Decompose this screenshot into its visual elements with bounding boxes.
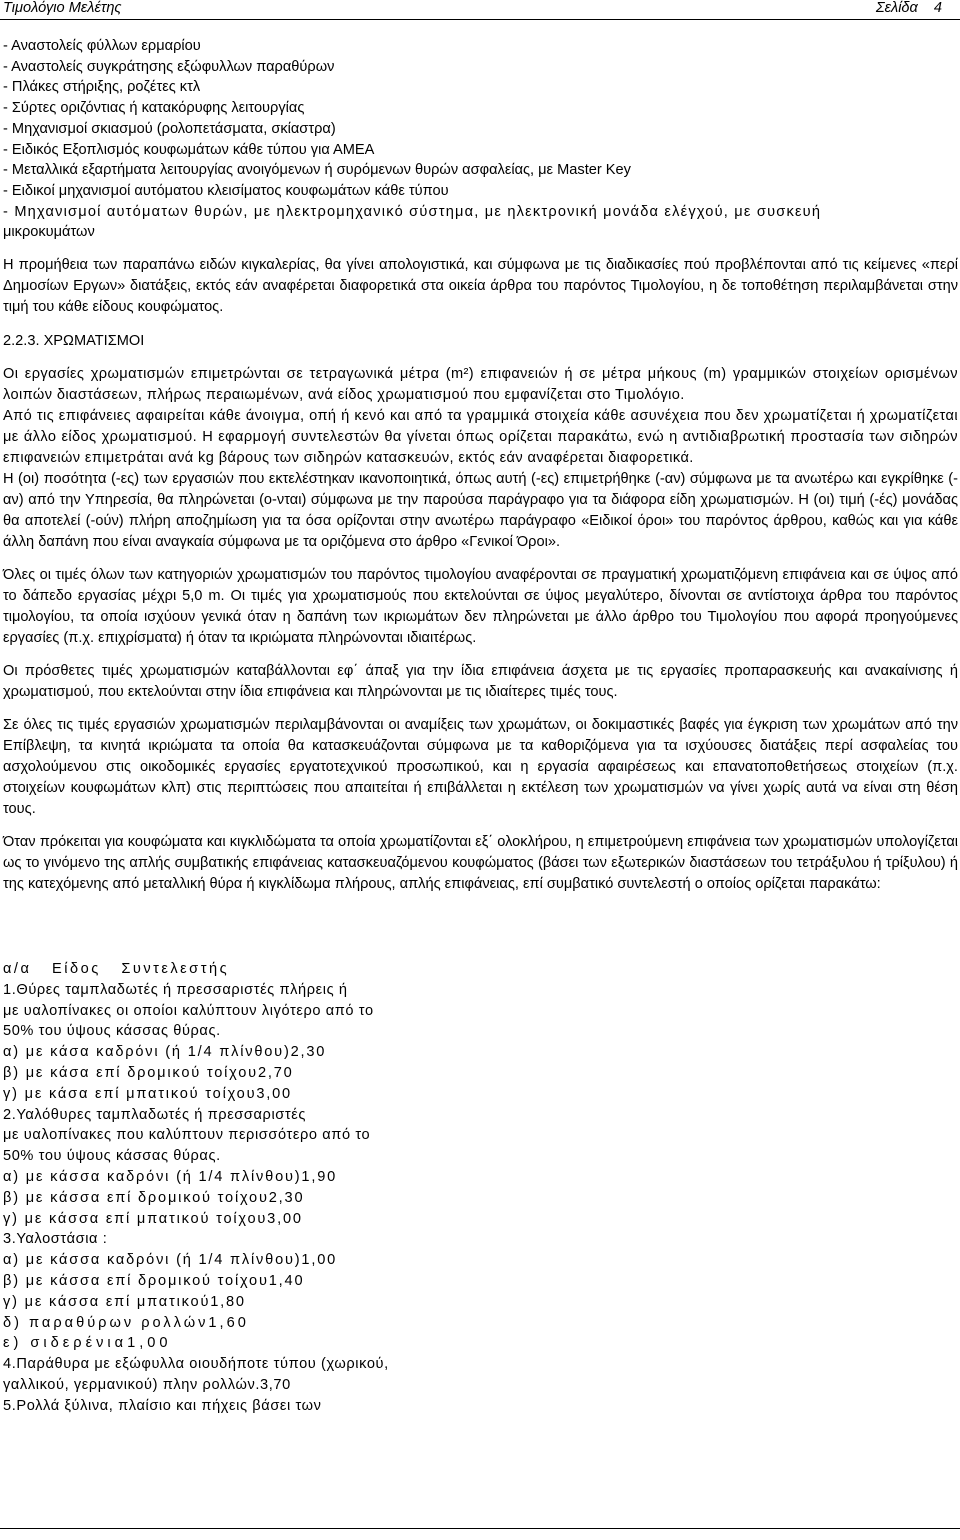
paragraph: Οι εργασίες χρωματισμών επιμετρώνται σε τετραγωνικά μέτρα (m²) επιφανειών ή σε μέτρα μήκους (m) γραμμικών στοιχείων ορισμένων λοιπών διαστάσεων, πλήρως περαιωμένων, ανά είδος χρωματισμού που εμφανίζεται στο Τιμολόγιο. <box>3 366 958 404</box>
page-number: 4 <box>933 0 942 16</box>
document-title: Τιμολόγιο Μελέτης <box>3 0 122 16</box>
paragraph: Σε όλες τις τιμές εργασιών χρωματισμών περιλαμβάνονται οι αναμίξεις των χρωμάτων, οι δοκιμαστικές βαφές για έγκριση των χρωμάτων από την Επίβλεψη, τα κινητά ικριώματα τα οποία θα κατασκευάζονται σύμφωνα με τα καθοριζόμενα για τα ισχύουσες διατάξεις περί ασφαλείας του ασχολούμενου στις οικοδομικές εργασίες εργατοτεχνικού προσωπικού, και η εργασία αφαιρέσεως και επανατοποθετήσεως στοιχείων (π.χ. στοιχείων κουφωμάτων κλπ) στις περιπτώσεις που απαιτείται ή επιβάλλεται η εκτέλεση των χρωματισμών να γίνει χωρίς αυτά να είναι στη θέση τους. <box>3 717 958 818</box>
table-row: 5.Ρολλά ξύλινα, πλαίσιο και πήχεις βάσει των <box>3 1397 322 1414</box>
paragraph: Οι πρόσθετες τιμές χρωματισμών καταβάλλονται εφ΄ άπαξ για την ίδια επιφάνεια άσχετα με τις εργασίες προπαρασκευής και ανακαίνισης ή χρωματισμού, που εκτελούνται στην ίδια επιφάνεια και πληρώνονται με τις ιδιαίτερες τιμές τους. <box>3 663 958 701</box>
paragraph-block <box>3 715 958 820</box>
table-row: β) με κάσσα επί δρομικού τοίχου1,40 <box>3 1272 305 1289</box>
list-item: - Ειδικοί μηχανισμοί αυτόματου κλεισίματος κουφωμάτων κάθε τύπου <box>3 182 449 199</box>
paragraph-block <box>3 364 958 553</box>
table-header <box>3 959 958 980</box>
table-row: γ) με κάσσα επί μπατικού τοίχου3,00 <box>3 1210 303 1227</box>
table-row: με υαλοπίνακες οι οποίοι καλύπτουν λιγότερο από το <box>3 1002 374 1019</box>
paragraph: Όταν πρόκειται για κουφώματα και κιγκλιδώματα τα οποία χρωματίζονται εξ΄ ολοκλήρου, η επιμετρούμενη επιφάνεια των χρωματισμών υπολογίζεται ως το γινόμενο της απλής συμβατικής επιφάνειας κατασκευαζόμενου κουφώματος (βάσει των εξωτερικών διαστάσεων του τετράξυλου ή τρίξυλου) ή της κατεχόμενης από μεταλλική θύρα ή κιγκλίδωμα πλήρους, απλής επιφάνειας, επί συμβατικό συντελεστή ο οποίος ορίζεται παρακάτω: <box>3 834 958 893</box>
table-row: 1.Θύρες ταμπλαδωτές ή πρεσσαριστές πλήρεις ή <box>3 981 348 998</box>
list-item: - Αναστολείς φύλλων ερμαρίου <box>3 38 201 54</box>
page-indicator <box>860 0 942 16</box>
table-row: 2.Υαλόθυρες ταμπλαδωτές ή πρεσσαριστές <box>3 1106 307 1123</box>
col-coefficient: Συντελεστής <box>121 961 230 978</box>
paragraph: Όλες οι τιμές όλων των κατηγοριών χρωματισμών του παρόντος τιμολογίου αναφέρονται σε πραγματική χρωματιζόμενη επιφάνεια και σε ύψος από το δάπεδο εργασίας μέχρι 5,0 m. Οι τιμές για χρωματισμούς που εκτελούνται σε ύψος μεγαλύτερο, δίνονται σε αντίστοιχα άρθρα του παρόντος τιμολογίου, τα οποία ισχύουν γενικά όταν η δαπάνη των ικριωμάτων δεν πληρώνεται με άλλο άρθρο του Τιμολογίου που αφορά προηγούμενες εργασίες (π.χ. επιχρίσματα) ή όταν τα ικριώματα πληρώνονται ιδιαιτέρως. <box>3 567 958 647</box>
table-row: α) με κάσσα καδρόνι (ή 1/4 πλίνθου)1,90 <box>3 1169 338 1185</box>
table-row: 3.Υαλοστάσια : <box>3 1231 108 1248</box>
table-row: ε) σιδερένια1,00 <box>3 1335 172 1352</box>
table-row: γ) με κάσσα επί μπατικού1,80 <box>3 1293 246 1310</box>
table-row: δ) παραθύρων ρολλών1,60 <box>3 1314 249 1331</box>
table-row: α) με κάσα καδρόνι (ή 1/4 πλίνθου)2,30 <box>3 1044 327 1061</box>
document-body <box>3 36 958 1417</box>
list-item: - Αναστολείς συγκράτησης εξώφυλλων παραθύρων <box>3 58 335 75</box>
list-item: - Μεταλλικά εξαρτήματα λειτουργίας ανοιγόμενων ή συρόμενων θυρών ασφαλείας, με Master Key <box>3 162 631 179</box>
table-row: α) με κάσσα καδρόνι (ή 1/4 πλίνθου)1,00 <box>3 1252 338 1269</box>
col-type: Είδος <box>52 961 101 978</box>
list-item: - Ειδικός Εξοπλισμός κουφωμάτων κάθε τύπου για ΑΜΕΑ <box>3 141 375 158</box>
bullet-list <box>3 36 958 243</box>
table-row: γ) με κάσα επί μπατικού τοίχου3,00 <box>3 1085 292 1102</box>
paragraph-block <box>3 565 958 649</box>
header-rule <box>0 19 960 20</box>
table-row: με υαλοπίνακες που καλύπτουν περισσότερο από το <box>3 1127 371 1144</box>
supply-paragraph: Η προμήθεια των παραπάνω ειδών κιγκαλερίας, θα γίνει απολογιστικά, και σύμφωνα με τις διαδικασίες πού προβλέπονται από τις κείμενες «περί Δημοσίων Εργων» διατάξεις, εκτός εάν αναφέρεται διαφορετικά στα οικεία άρθρα του παρόντος Τιμολογίου, η δε τοποθέτηση περιλαμβάνεται στην τιμή του κάθε είδους κουφώματος. <box>3 257 958 316</box>
table-row: 4.Παράθυρα με εξώφυλλα οιουδήποτε τύπου (χωρικού, <box>3 1356 389 1373</box>
page-header <box>0 0 960 20</box>
paragraph: Η (οι) ποσότητα (-ες) των εργασιών που εκτελέστηκαν ικανοποιητικά, όπως αυτή (-ες) επιμετρήθηκε (-αν) σύμφωνα με τα ανωτέρω και εγκρίθηκε (-αν) από την Υπηρεσία, θα πληρώνεται (ο-νται) σύμφωνα με την παρούσα παράγραφο για τα διάφορα είδη χρωματισμών. Η (οι) τιμή (-ές) μονάδας θα αποτελεί (-ούν) πλήρη αποζημίωση για τα όσα ορίζονται στην ανωτέρω παράγραφο «Ειδικοί όροι» του παρόντος άρθρου, καθώς και για κάθε άλλη δαπάνη που είναι αναγκαία σύμφωνα με τα οριζόμενα στο άρθρο «Γενικοί Όροι». <box>3 471 958 551</box>
col-number: α/α <box>3 961 32 978</box>
paragraph: Από τις επιφάνειες αφαιρείται κάθε άνοιγμα, οπή ή κενό και από τα γραμμικά στοιχεία κάθε ασυνέχεια που δεν χρωματίζεται ή χρωματίζεται με άλλο είδος χρωματισμού. Η εφαρμογή συντελεστών θα γίνεται όπως ορίζεται παρακάτω, ενώ η αντιδιαβρωτική προστασία των σιδηρών επιφανειών επιμετράται ανά kg βάρους των σιδηρών κατασκευών, εκτός εάν αναφέρεται διαφορετικά. <box>3 408 958 467</box>
list-item: - Μηχανισμοί σκιασμού (ρολοπετάσματα, σκίαστρα) <box>3 120 336 137</box>
table-row: β) με κάσα επί δρομικού τοίχου2,70 <box>3 1065 294 1082</box>
section-heading: 2.2.3. ΧΡΩΜΑΤΙΣΜΟΙ <box>3 333 145 350</box>
list-item: - Πλάκες στήριξης, ροζέτες κτλ <box>3 79 201 96</box>
paragraph-block <box>3 661 958 703</box>
table-row: 50% του ύψους κάσσας θύρας. <box>3 1023 221 1040</box>
list-item: μικροκυμάτων <box>3 224 95 241</box>
footer-rule <box>0 1528 960 1529</box>
table-row: β) με κάσσα επί δρομικού τοίχου2,30 <box>3 1189 305 1206</box>
paragraph-block <box>3 832 958 895</box>
page-label: Σελίδα <box>875 0 918 16</box>
table-row: 50% του ύψους κάσσας θύρας. <box>3 1148 221 1165</box>
coefficient-table <box>3 959 958 1417</box>
list-item: - Σύρτες οριζόντιας ή κατακόρυφης λειτουργίας <box>3 100 305 117</box>
table-row: γαλλικού, γερμανικού) πλην ρολλών.3,70 <box>3 1376 291 1393</box>
list-item: - Μηχανισμοί αυτόματων θυρών, με ηλεκτρομηχανικό σύστημα, με ηλεκτρονική μονάδα ελέγχού, με συσκευή <box>3 203 822 220</box>
